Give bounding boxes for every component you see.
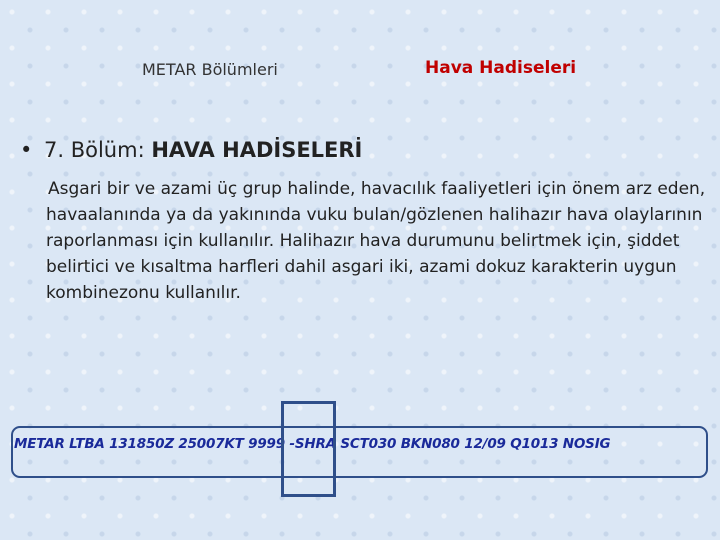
section-prefix: 7. Bölüm: [44, 138, 152, 162]
section-heading [20, 138, 362, 162]
header-left-title: METAR Bölümleri [142, 60, 278, 79]
bullet-marker: • [20, 138, 33, 162]
header-right-title: Hava Hadiseleri [425, 58, 577, 78]
section-title: HAVA HADİSELERİ [151, 138, 363, 162]
highlight-frame [281, 401, 336, 497]
metar-string: METAR LTBA 131850Z 25007KT 9999 -SHRA SCT030 BKN080 12/09 Q1013 NOSIG [14, 436, 611, 452]
section-body: Asgari bir ve azami üç grup halinde, havacılık faaliyetleri için önem arz eden, havaalanında ya da yakınında vuku bulan/gözlenen halihazır hava olaylarının raporlanması için kullanılır. Halihazır hava durumunu belirtmek için, şiddet belirtici ve kısaltma harfleri dahil asgari iki, azami dokuz karakterin uygun kombinezonu kullanılır. [46, 179, 706, 303]
metar-frame [11, 426, 708, 478]
